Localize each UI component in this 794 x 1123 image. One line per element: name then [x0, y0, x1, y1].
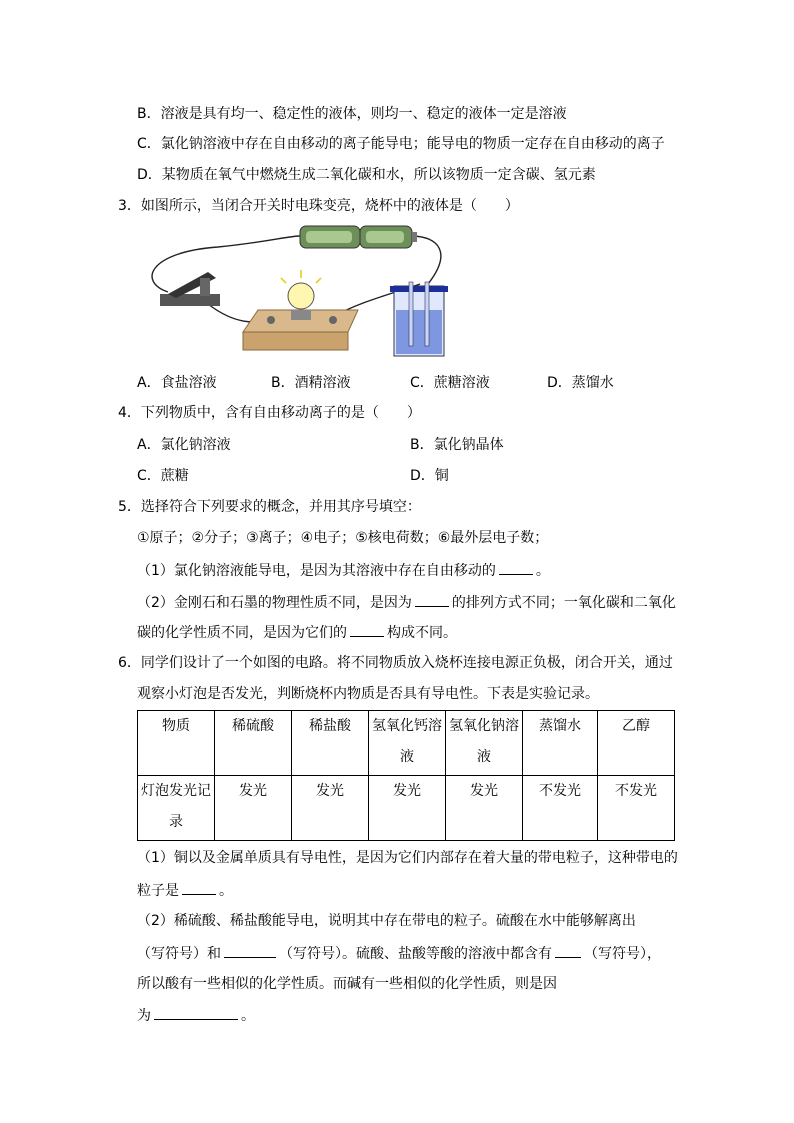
table-header-cell: 蒸馏水 [523, 711, 598, 776]
cell-line: 氢氧化钠溶 [449, 718, 519, 734]
q6-part2-e: 所以酸有一些相似的化学性质。而碱有一些相似的化学性质，则是因 [137, 976, 557, 992]
q5-part1-end: 。 [535, 563, 550, 579]
q5-choices: ①原子；②分子；③离子；④电子；⑤核电荷数；⑥最外层电子数； [137, 530, 549, 546]
table-cell: 发光 [369, 776, 446, 841]
table-header-row [138, 711, 675, 776]
q6-part1: （1）铜以及金属单质具有导电性，是因为它们内部存在着大量的带电粒子，这种带电的 [137, 850, 678, 866]
table-cell: 发光 [215, 776, 292, 841]
bulb-board-icon [243, 270, 358, 350]
q6-part2-f [137, 1005, 255, 1026]
table-cell: 不发光 [598, 776, 675, 841]
circuit-diagram [138, 222, 458, 362]
q3-stem: 3．如图所示，当闭合开关时电珠变亮，烧杯中的液体是（ ） [118, 198, 519, 214]
q6-part1-cont [137, 880, 233, 901]
q6-part2-text-b: （写符号）和 [137, 946, 221, 962]
cell-line: 氢氧化钙溶 [372, 718, 442, 734]
answer-blank[interactable] [350, 622, 384, 637]
cell-line: 录 [169, 814, 183, 830]
q5-part2-cont [137, 622, 457, 643]
q5-part2 [137, 592, 676, 613]
q6-part2: （2）稀硫酸、稀盐酸能导电，说明其中存在带电的粒子。硫酸在水中能够解离出 [137, 913, 636, 929]
q5-part2-text-c: 碳的化学性质不同，是因为它们的 [137, 625, 347, 641]
cell-line: 液 [400, 749, 414, 765]
q6-part1-text: 粒子是 [137, 883, 179, 899]
q5-part2-text-b: 的排列方式不同；一氧化碳和二氧化 [451, 595, 676, 611]
q6-part2-end: 。 [241, 1008, 255, 1024]
q3-option-c: C．蔗糖溶液 [410, 375, 490, 391]
q5-stem: 5．选择符合下列要求的概念，并用其序号填空： [118, 499, 421, 515]
q6-part1-end: 。 [219, 883, 233, 899]
q6-stem-2: 观察小灯泡是否发光，判断烧杯内物质是否具有导电性。下表是实验记录。 [137, 686, 599, 702]
q3-option-a: A．食盐溶液 [137, 375, 217, 391]
q4-option-a: A．氯化钠溶液 [137, 437, 231, 453]
q5-part1-text: （1）氯化钠溶液能导电，是因为其溶液中存在自由移动的 [137, 563, 496, 579]
answer-blank[interactable] [499, 560, 533, 575]
table-header-cell [446, 711, 523, 776]
answer-blank[interactable] [555, 943, 581, 958]
answer-blank[interactable] [415, 592, 449, 607]
q3-option-b: B．酒精溶液 [271, 375, 351, 391]
table-header-cell: 稀盐酸 [292, 711, 369, 776]
answer-blank[interactable] [182, 880, 216, 895]
beaker-icon [390, 282, 448, 356]
q5-part1 [137, 560, 550, 581]
q2-option-c: C．氯化钠溶液中存在自由移动的离子能导电；能导电的物质一定存在自由移动的离子 [137, 136, 665, 152]
q4-stem: 4．下列物质中，含有自由移动离子的是（ ） [118, 405, 421, 421]
q5-part2-text: （2）金刚石和石墨的物理性质不同，是因为 [137, 595, 412, 611]
table-row-label [138, 776, 215, 841]
experiment-table [137, 710, 675, 841]
q6-part2-text-d: （写符号）， [584, 946, 661, 962]
q4-option-b: B．氯化钠晶体 [410, 437, 504, 453]
q2-option-b: B．溶液是具有均一、稳定性的液体，则均一、稳定的液体一定是溶液 [137, 106, 567, 122]
q6-stem-1: 6．同学们设计了一个如图的电路。将不同物质放入烧杯连接电源正负极，闭合开关，通过 [118, 655, 673, 671]
cell-line: 灯泡发光记 [141, 783, 211, 799]
q5-part2-text-d: 构成不同。 [387, 625, 457, 641]
table-header-cell [369, 711, 446, 776]
table-header-cell: 乙醇 [598, 711, 675, 776]
q2-option-d: D．某物质在氧气中燃烧生成二氧化碳和水，所以该物质一定含碳、氢元素 [137, 167, 596, 183]
q6-part2-cont [137, 943, 661, 964]
cell-line: 液 [477, 749, 491, 765]
table-cell: 发光 [292, 776, 369, 841]
answer-blank[interactable] [224, 943, 276, 958]
q4-option-c: C．蔗糖 [137, 468, 189, 484]
table-header-cell: 物质 [138, 711, 215, 776]
q4-option-d: D．铜 [410, 468, 449, 484]
answer-blank[interactable] [154, 1005, 238, 1020]
battery-icon [300, 226, 417, 248]
q3-option-d: D．蒸馏水 [547, 375, 614, 391]
q6-part2-text-f: 为 [137, 1008, 151, 1024]
switch-icon [160, 272, 220, 306]
table-cell: 发光 [446, 776, 523, 841]
table-row [138, 776, 675, 841]
table-header-cell: 稀硫酸 [215, 711, 292, 776]
q6-part2-text-c: （写符号）。硫酸、盐酸等酸的溶液中都含有 [279, 946, 552, 962]
table-cell: 不发光 [523, 776, 598, 841]
